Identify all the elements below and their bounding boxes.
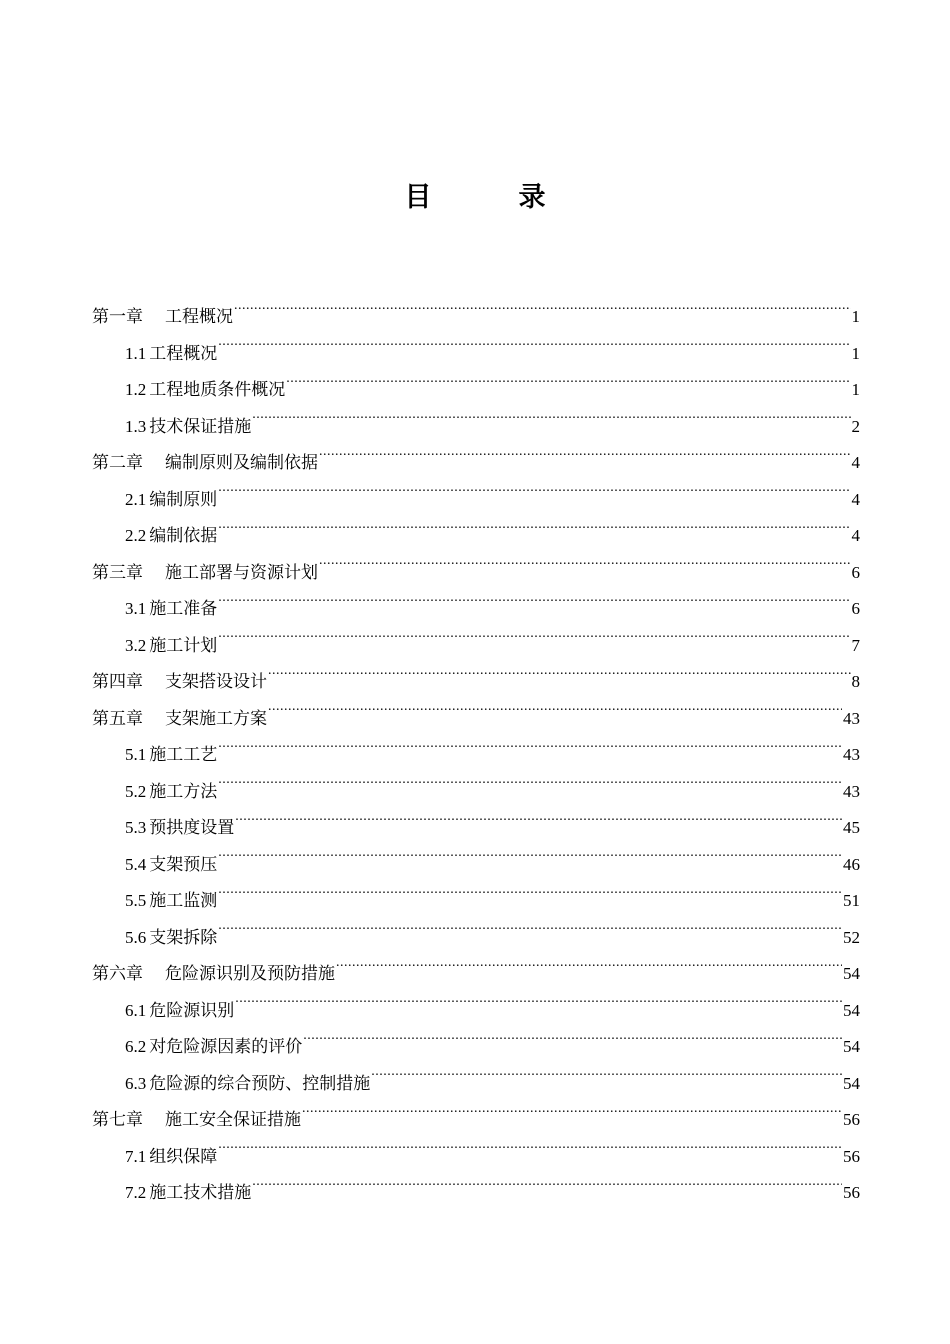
toc-chapter-entry[interactable] <box>92 555 860 592</box>
toc-entry-title: 施工部署与资源计划 <box>165 562 318 582</box>
toc-dot-leader <box>235 816 842 833</box>
toc-page-number: 4 <box>851 489 860 509</box>
toc-page-number: 46 <box>843 854 860 874</box>
toc-entry-title: 支架预压 <box>149 854 218 874</box>
toc-entry-label <box>125 1029 302 1066</box>
toc-section-entry[interactable] <box>92 1029 860 1066</box>
toc-section-entry[interactable] <box>92 774 860 811</box>
toc-page-number: 56 <box>843 1146 860 1166</box>
toc-entry-label <box>125 847 217 884</box>
toc-page-number: 54 <box>843 1000 860 1020</box>
toc-dot-leader <box>235 999 842 1016</box>
toc-entry-number: 第五章 <box>92 708 143 728</box>
toc-section-entry[interactable] <box>92 372 860 409</box>
toc-entry-number: 6.1 <box>125 1000 147 1020</box>
toc-entry-label <box>92 555 318 592</box>
toc-entry-label <box>125 1175 251 1212</box>
toc-chapter-entry[interactable] <box>92 664 860 701</box>
toc-entry-title: 施工计划 <box>149 635 218 655</box>
toc-page-number: 1 <box>851 307 860 326</box>
toc-entry-number: 第七章 <box>92 1110 143 1129</box>
toc-dot-leader <box>218 926 842 943</box>
toc-entry-title: 工程概况 <box>165 307 233 326</box>
toc-page-number: 54 <box>843 1073 860 1093</box>
toc-dot-leader <box>252 1181 842 1198</box>
toc-dot-leader <box>302 1108 842 1125</box>
toc-section-entry[interactable] <box>92 1139 860 1176</box>
toc-entry-number: 3.2 <box>125 635 147 655</box>
toc-dot-leader <box>252 415 850 432</box>
toc-entry-label <box>125 737 217 774</box>
toc-dot-leader <box>218 597 850 614</box>
toc-page-number: 2 <box>851 416 860 436</box>
toc-entry-number: 6.2 <box>125 1037 147 1056</box>
toc-section-entry[interactable] <box>92 336 860 373</box>
toc-entry-title: 组织保障 <box>149 1146 218 1166</box>
toc-entry-title: 支架拆除 <box>149 927 218 947</box>
toc-page-number: 52 <box>843 927 860 947</box>
toc-entry-label <box>125 810 234 847</box>
toc-page-number: 1 <box>851 380 860 399</box>
toc-entry-label <box>92 1102 301 1139</box>
toc-entry-number: 2.2 <box>125 526 147 545</box>
toc-page-number: 4 <box>851 453 860 472</box>
toc-section-entry[interactable] <box>92 737 860 774</box>
toc-entry-title: 施工监测 <box>149 891 218 910</box>
toc-dot-leader <box>218 889 842 906</box>
toc-section-entry[interactable] <box>92 628 860 665</box>
toc-entry-label <box>92 299 233 336</box>
toc-entry-label <box>92 664 267 701</box>
toc-entry-number: 第四章 <box>92 672 143 691</box>
toc-page-number: 43 <box>843 708 860 728</box>
toc-entry-title: 施工方法 <box>149 781 218 801</box>
toc-dot-leader <box>218 342 850 359</box>
toc-section-entry[interactable] <box>92 920 860 957</box>
toc-dot-leader <box>218 524 850 541</box>
toc-entry-label <box>125 920 217 957</box>
toc-entry-title: 支架施工方案 <box>165 708 267 728</box>
toc-entry-title: 施工工艺 <box>149 745 218 764</box>
toc-dot-leader <box>218 743 842 760</box>
toc-page-number: 8 <box>851 672 860 691</box>
toc-entry-number: 3.1 <box>125 599 147 618</box>
toc-section-entry[interactable] <box>92 591 860 628</box>
toc-entry-title: 编制依据 <box>149 526 218 545</box>
toc-section-entry[interactable] <box>92 518 860 555</box>
toc-entry-title: 技术保证措施 <box>149 416 252 436</box>
toc-entry-title: 工程概况 <box>149 343 218 363</box>
toc-page-number: 6 <box>851 599 860 618</box>
toc-entry-number: 1.1 <box>125 343 147 363</box>
toc-dot-leader <box>234 305 851 322</box>
toc-section-entry[interactable] <box>92 810 860 847</box>
toc-page-number: 45 <box>843 818 860 837</box>
toc-entry-label <box>92 956 335 993</box>
toc-entry-label <box>125 993 234 1030</box>
toc-dot-leader <box>319 451 851 468</box>
toc-entry-label <box>125 1139 217 1176</box>
toc-entry-number: 第六章 <box>92 964 143 983</box>
toc-dot-leader <box>218 780 842 797</box>
toc-dot-leader <box>218 488 850 505</box>
toc-entry-label <box>125 883 217 920</box>
toc-dot-leader <box>268 670 851 687</box>
toc-entry-title: 危险源识别 <box>149 1000 235 1020</box>
toc-entry-label <box>125 774 217 811</box>
toc-page-number: 51 <box>843 891 860 910</box>
toc-chapter-entry[interactable] <box>92 956 860 993</box>
toc-chapter-entry[interactable] <box>92 445 860 482</box>
toc-page-number: 54 <box>843 964 860 983</box>
toc-dot-leader <box>268 707 842 724</box>
toc-entry-title: 编制原则及编制依据 <box>165 453 318 472</box>
toc-entry-number: 第二章 <box>92 453 143 472</box>
toc-entry-number: 1.2 <box>125 380 147 399</box>
toc-page-number: 56 <box>843 1183 860 1202</box>
toc-dot-leader <box>286 378 850 395</box>
toc-entry-label <box>125 628 217 665</box>
toc-chapter-entry[interactable] <box>92 299 860 336</box>
toc-entry-number: 第一章 <box>92 307 143 326</box>
toc-entry-number: 5.2 <box>125 781 147 801</box>
toc-page-number: 7 <box>851 635 860 655</box>
toc-entry-number: 5.1 <box>125 745 147 764</box>
toc-section-entry[interactable] <box>92 993 860 1030</box>
toc-entry-label <box>125 409 251 446</box>
toc-entry-number: 5.3 <box>125 818 147 837</box>
toc-section-entry[interactable] <box>92 1175 860 1212</box>
toc-dot-leader <box>303 1035 842 1052</box>
toc-entry-number: 7.2 <box>125 1183 147 1202</box>
toc-section-entry[interactable] <box>92 1066 860 1103</box>
toc-entry-label <box>125 336 217 373</box>
toc-section-entry[interactable] <box>92 482 860 519</box>
toc-page-number: 43 <box>843 745 860 764</box>
toc-entry-title: 对危险源因素的评价 <box>149 1037 303 1056</box>
toc-entry-title: 危险源识别及预防措施 <box>165 964 335 983</box>
toc-dot-leader <box>319 561 851 578</box>
toc-page-number: 6 <box>851 562 860 582</box>
toc-entry-title: 支架搭设设计 <box>165 672 267 691</box>
toc-entry-title: 施工技术措施 <box>149 1183 252 1202</box>
toc-entry-number: 5.5 <box>125 891 147 910</box>
toc-dot-leader <box>218 634 850 651</box>
toc-entry-label <box>125 1066 370 1103</box>
toc-page-number: 1 <box>851 343 860 363</box>
toc-entry-number: 2.1 <box>125 489 147 509</box>
toc-entry-label <box>125 518 217 555</box>
toc-entry-number: 5.4 <box>125 854 147 874</box>
toc-dot-leader <box>371 1072 842 1089</box>
toc-section-entry[interactable] <box>92 409 860 446</box>
toc-chapter-entry[interactable] <box>92 1102 860 1139</box>
toc-entry-label <box>92 701 267 738</box>
toc-dot-leader <box>336 962 842 979</box>
toc-entry-title: 工程地质条件概况 <box>149 380 286 399</box>
toc-entry-title: 危险源的综合预防、控制措施 <box>149 1073 371 1093</box>
toc-entry-title: 施工准备 <box>149 599 218 618</box>
toc-entry-title: 施工安全保证措施 <box>165 1110 301 1129</box>
toc-page-number: 56 <box>843 1110 860 1129</box>
table-of-contents <box>92 299 860 1212</box>
toc-section-entry[interactable] <box>92 847 860 884</box>
page-title: 目 录 <box>404 182 576 213</box>
toc-entry-label <box>125 482 217 519</box>
toc-dot-leader <box>218 853 842 870</box>
toc-entry-number: 1.3 <box>125 416 147 436</box>
toc-page-number: 54 <box>843 1037 860 1056</box>
toc-entry-number: 6.3 <box>125 1073 147 1093</box>
toc-entry-title: 编制原则 <box>149 489 218 509</box>
toc-chapter-entry[interactable] <box>92 701 860 738</box>
toc-page-number: 43 <box>843 781 860 801</box>
toc-entry-number: 5.6 <box>125 927 147 947</box>
toc-entry-number: 第三章 <box>92 562 143 582</box>
toc-entry-label <box>92 445 318 482</box>
toc-entry-number: 7.1 <box>125 1146 147 1166</box>
toc-page-number: 4 <box>851 526 860 545</box>
toc-section-entry[interactable] <box>92 883 860 920</box>
toc-entry-title: 预拱度设置 <box>149 818 235 837</box>
toc-entry-label <box>125 372 285 409</box>
toc-entry-label <box>125 591 217 628</box>
toc-dot-leader <box>218 1145 842 1162</box>
